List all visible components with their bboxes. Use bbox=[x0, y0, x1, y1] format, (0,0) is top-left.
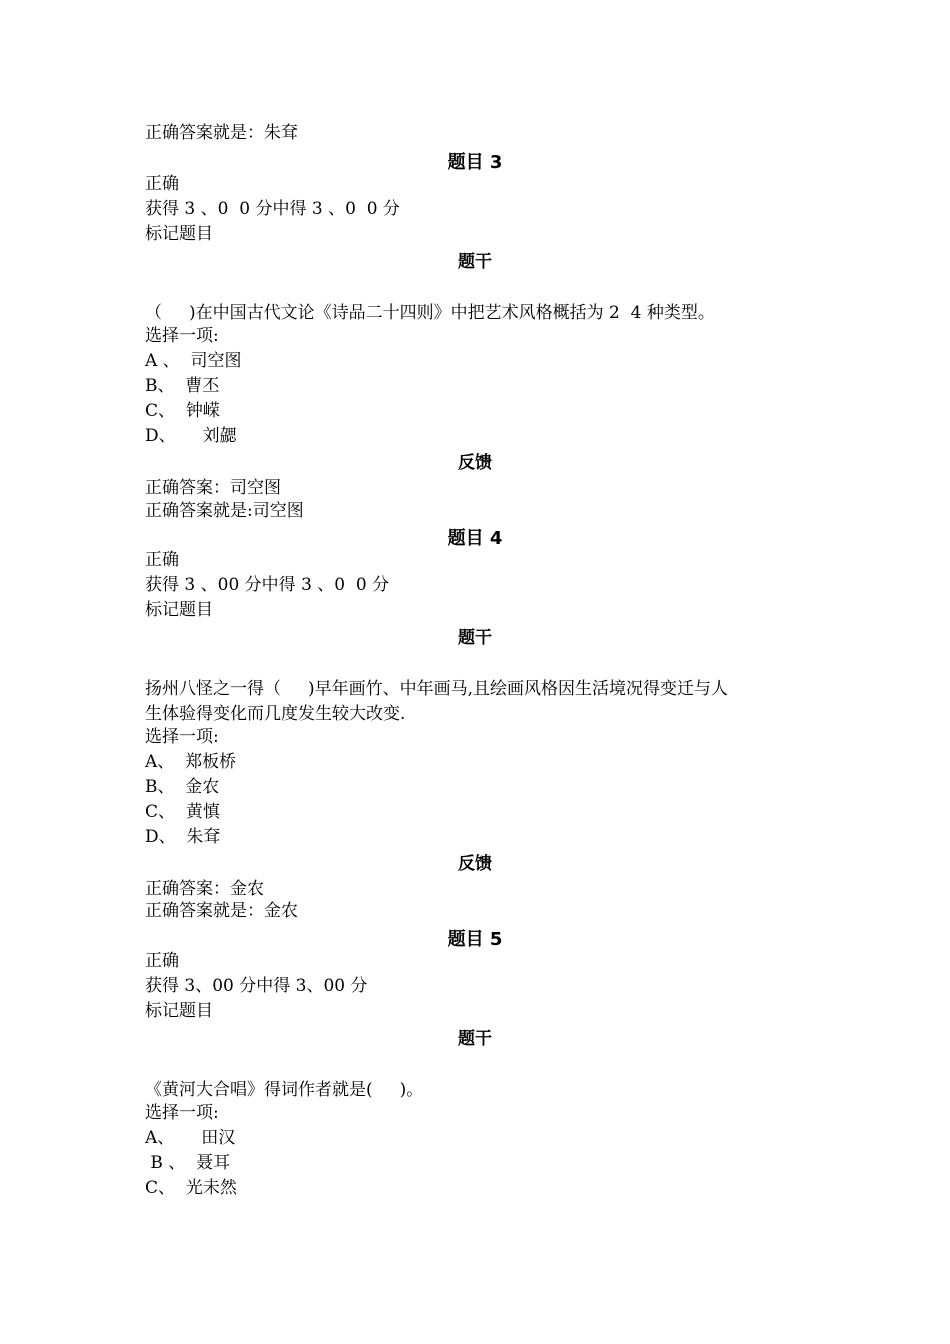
question-3-status: 正确 bbox=[145, 174, 179, 194]
question-3-stem-heading: 题干 bbox=[458, 252, 492, 272]
question-3-flag: 标记题目 bbox=[145, 224, 213, 244]
previous-answer-line: 正确答案就是：朱耷 bbox=[145, 123, 298, 143]
question-4-stem-heading: 题干 bbox=[458, 628, 492, 648]
question-4-choose-label: 选择一项: bbox=[145, 727, 219, 747]
question-5-option-b: B 、 聂耳 bbox=[145, 1153, 231, 1173]
question-4-stem-line-2: 生体验得变化而几度发生较大改变. bbox=[145, 704, 406, 724]
question-4-option-b: B、 金农 bbox=[145, 777, 220, 797]
question-4-title: 题目 4 bbox=[447, 528, 503, 549]
question-4-option-d: D、 朱耷 bbox=[145, 827, 221, 847]
question-5-stem-heading: 题干 bbox=[458, 1029, 492, 1049]
question-5-flag: 标记题目 bbox=[145, 1001, 213, 1021]
question-5-status: 正确 bbox=[145, 951, 179, 971]
question-4-option-c: C、 黄慎 bbox=[145, 802, 220, 822]
question-3-option-b: B、 曹丕 bbox=[145, 376, 220, 396]
question-3-option-d: D、 刘勰 bbox=[145, 426, 237, 446]
question-4-score: 获得 3 、00 分中得 3 、0 0 分 bbox=[145, 575, 390, 595]
question-4-flag: 标记题目 bbox=[145, 600, 213, 620]
question-5-title: 题目 5 bbox=[447, 929, 503, 950]
question-4-correct-answer-is: 正确答案就是：金农 bbox=[145, 901, 298, 921]
question-3-correct-answer: 正确答案：司空图 bbox=[145, 478, 281, 498]
question-3-option-c: C、 钟嵘 bbox=[145, 401, 220, 421]
question-4-correct-answer: 正确答案：金农 bbox=[145, 879, 264, 899]
question-3-option-a: A 、 司空图 bbox=[145, 351, 242, 371]
question-5-option-a: A、 田汉 bbox=[145, 1128, 236, 1148]
question-4-feedback-heading: 反馈 bbox=[458, 854, 492, 874]
question-4-status: 正确 bbox=[145, 550, 179, 570]
question-3-feedback-heading: 反馈 bbox=[458, 453, 492, 473]
question-5-option-c: C、 光未然 bbox=[145, 1178, 237, 1198]
question-3-title: 题目 3 bbox=[447, 152, 503, 173]
question-3-correct-answer-is: 正确答案就是:司空图 bbox=[145, 501, 304, 521]
question-5-score: 获得 3、00 分中得 3、00 分 bbox=[145, 976, 368, 996]
question-4-stem-line-1: 扬州八怪之一得（ )早年画竹、中年画马,且绘画风格因生活境况得变迁与人 bbox=[145, 679, 729, 699]
question-3-choose-label: 选择一项: bbox=[145, 326, 219, 346]
question-5-stem: 《黄河大合唱》得词作者就是( )。 bbox=[145, 1080, 424, 1100]
question-3-score: 获得 3 、0 0 分中得 3 、0 0 分 bbox=[145, 199, 400, 219]
question-3-stem: （ )在中国古代文论《诗品二十四则》中把艺术风格概括为 2 4 种类型。 bbox=[145, 303, 715, 323]
question-5-choose-label: 选择一项: bbox=[145, 1103, 219, 1123]
question-4-option-a: A、 郑板桥 bbox=[145, 752, 237, 772]
